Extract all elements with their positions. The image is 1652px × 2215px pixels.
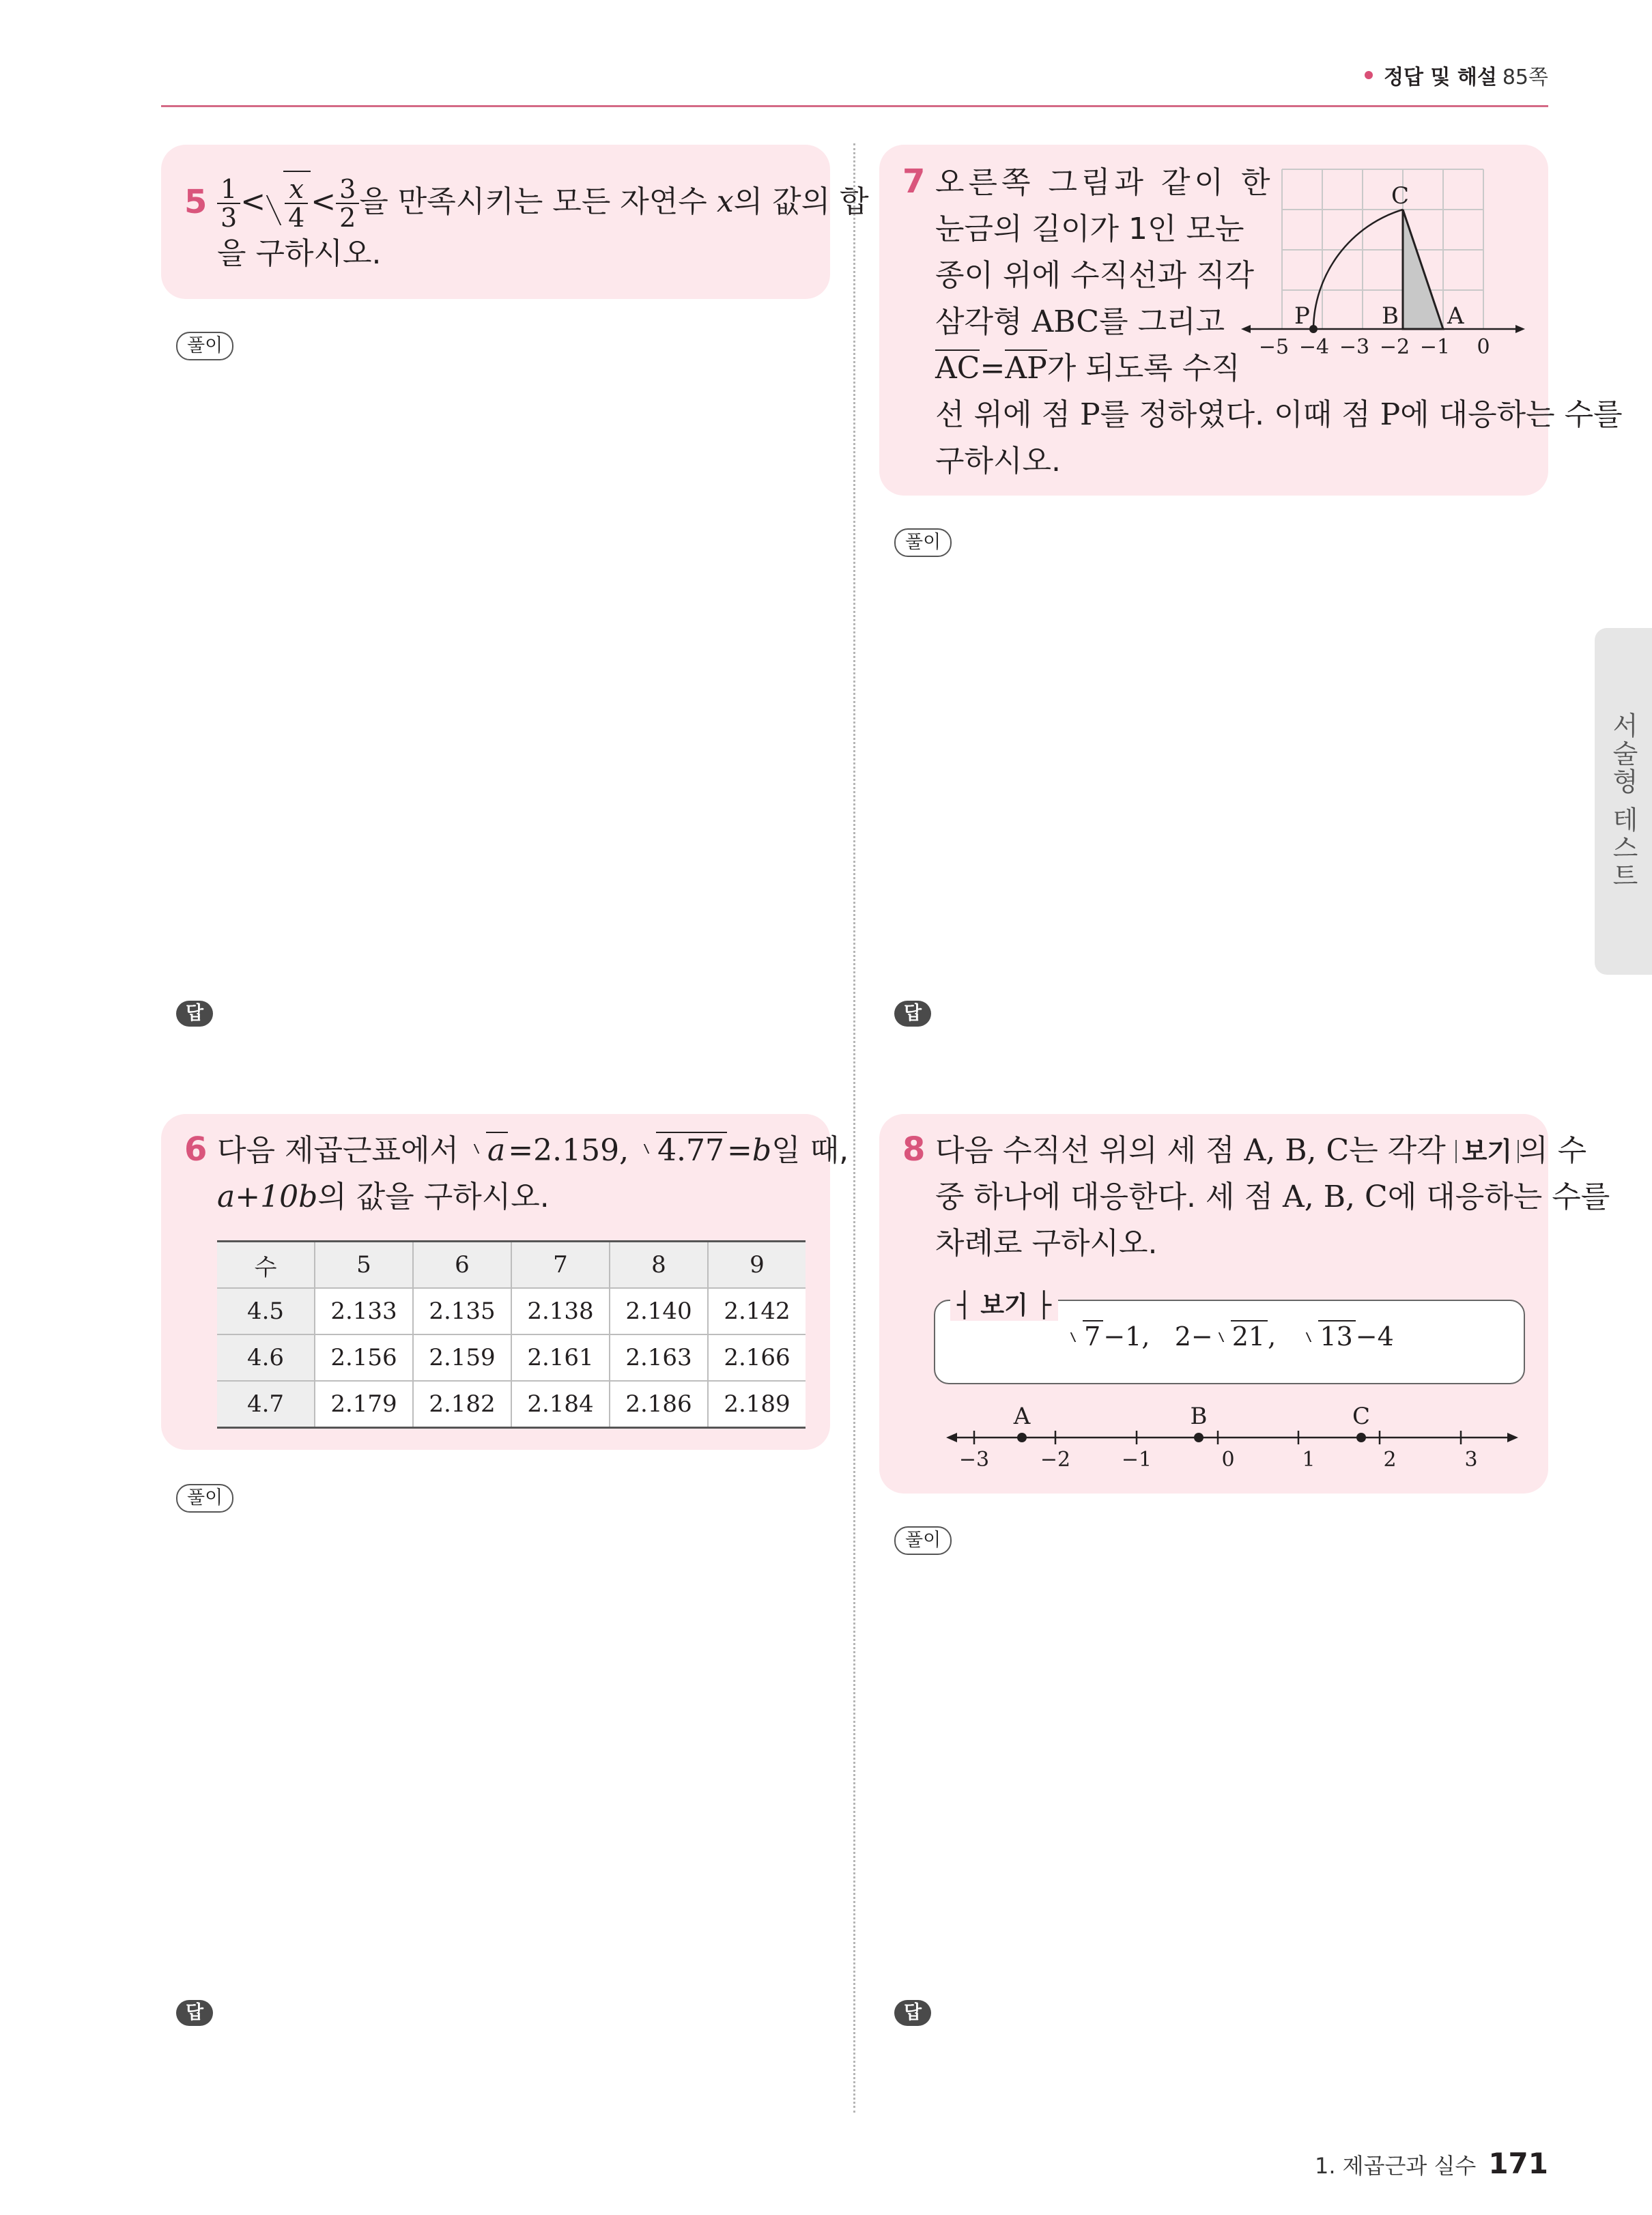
side-tab-label: 서술형 테스트	[1608, 712, 1638, 891]
point-c-label: C	[1391, 182, 1410, 210]
table-row-head: 4.5	[217, 1288, 315, 1334]
tick-label-minus2: −2	[1379, 335, 1410, 359]
point-a-dot	[1017, 1433, 1027, 1442]
number-line-right-arrow-icon	[1515, 325, 1525, 333]
question-8-number: 8	[902, 1130, 926, 1169]
table-cell: 2.159	[413, 1334, 511, 1381]
column-divider	[853, 143, 855, 2113]
question-5-text: $\frac{1}{3}$ < $\frac{x}{4}$ < $\frac{3}{2}$ 을 만족시키는 모든 자연수 x의 값의 합 을 구하시오.	[217, 171, 869, 277]
point-p-dot	[1309, 325, 1318, 333]
table-header-row	[217, 1242, 806, 1289]
question-8-answer-label: 답	[894, 2000, 931, 2026]
table-cell: 2.156	[315, 1334, 413, 1381]
answer-reference-page: 85쪽	[1502, 66, 1548, 89]
point-c-label: C	[1352, 1403, 1371, 1430]
triangle-abc	[1403, 210, 1443, 329]
tick-label-minus2: −2	[1040, 1448, 1071, 1472]
question-6-number: 6	[184, 1130, 208, 1169]
question-5-answer-label: 답	[176, 1001, 213, 1027]
tick-label-0: 0	[1477, 335, 1490, 359]
page-number: 171	[1488, 2147, 1548, 2180]
number-line-right-arrow-icon	[1507, 1433, 1518, 1442]
bogi-reference-mark: 보기	[1455, 1140, 1519, 1163]
answer-reference-title: 정답 및 해설	[1384, 66, 1497, 89]
point-p-label: P	[1294, 302, 1310, 330]
tick-label-minus5: −5	[1258, 335, 1290, 359]
table-header-cell: 5	[315, 1242, 413, 1289]
point-c-dot	[1356, 1433, 1366, 1442]
tick-label-2: 2	[1383, 1448, 1397, 1472]
table-row	[217, 1288, 806, 1334]
bullet-dot-icon	[1365, 71, 1373, 79]
table-cell: 2.166	[708, 1334, 806, 1381]
tick-label-minus3: −3	[1339, 335, 1370, 359]
table-row	[217, 1381, 806, 1428]
table-cell: 2.135	[413, 1288, 511, 1334]
table-cell: 2.186	[610, 1381, 708, 1428]
point-a-label: A	[1447, 302, 1464, 330]
table-cell: 2.182	[413, 1381, 511, 1428]
chapter-title: 1. 제곱근과 실수	[1314, 2153, 1477, 2179]
question-8-number-line	[942, 1392, 1522, 1474]
question-8-solution-label: 풀이	[894, 1526, 952, 1555]
table-cell: 2.179	[315, 1381, 413, 1428]
point-a-label: A	[1013, 1403, 1031, 1430]
tick-label-minus3: −3	[958, 1448, 990, 1472]
table-cell: 2.138	[511, 1288, 610, 1334]
side-tab[interactable]	[1595, 628, 1652, 975]
table-header-cell: 수	[217, 1242, 315, 1289]
table-header-cell: 7	[511, 1242, 610, 1289]
tick-label-3: 3	[1464, 1448, 1478, 1472]
table-row-head: 4.6	[217, 1334, 315, 1381]
table-header-cell: 8	[610, 1242, 708, 1289]
tick-label-0: 0	[1221, 1448, 1235, 1472]
table-row	[217, 1334, 806, 1381]
question-7-text: 오른쪽 그림과 같이 한 눈금의 길이가 1인 모눈 종이 위에 수직선과 직각 삼각형 ABC를 그리고 AC=AP가 되도록 수직 선 위에 점 P를 정하였다. 이때 점 P에 대응하는 수를 구하시오.	[935, 165, 1623, 478]
answer-reference	[1365, 60, 1548, 90]
tick-label-minus1: −1	[1121, 1448, 1152, 1472]
square-root-table	[217, 1240, 806, 1429]
question-6-text: 다음 제곱근표에서 a=2.159, 4.77=b일 때, a+10b의 값을 구하시오.	[217, 1128, 849, 1220]
question-7-solution-label: 풀이	[894, 528, 952, 557]
table-cell: 2.133	[315, 1288, 413, 1334]
point-b-label: B	[1190, 1403, 1208, 1430]
bogi-box	[934, 1291, 1525, 1384]
page-footer	[1315, 2147, 1548, 2180]
table-header-cell: 6	[413, 1242, 511, 1289]
table-cell: 2.189	[708, 1381, 806, 1428]
point-b-label: B	[1382, 302, 1399, 330]
point-b-dot	[1194, 1433, 1204, 1442]
table-cell: 2.161	[511, 1334, 610, 1381]
table-header-cell: 9	[708, 1242, 806, 1289]
question-6-solution-label: 풀이	[176, 1484, 233, 1513]
question-8-text: 다음 수직선 위의 세 점 A, B, C는 각각 보기 의 수 중 하나에 대응한다. 세 점 A, B, C에 대응하는 수를 차례로 구하시오.	[935, 1133, 1610, 1261]
table-cell: 2.184	[511, 1381, 610, 1428]
table-row-head: 4.7	[217, 1381, 315, 1428]
tick-label-minus4: −4	[1298, 335, 1330, 359]
question-7-figure	[1236, 161, 1536, 366]
tick-label-1: 1	[1302, 1448, 1315, 1472]
question-6-answer-label: 답	[176, 2000, 213, 2026]
question-7-number: 7	[902, 162, 926, 201]
bogi-items: 7 −1, 2− 21 , 13 −4	[935, 1321, 1524, 1352]
table-cell: 2.163	[610, 1334, 708, 1381]
number-line-left-arrow-icon	[1241, 325, 1251, 333]
page-header	[161, 55, 1548, 107]
question-7-answer-label: 답	[894, 1001, 931, 1027]
bogi-label: ┤ 보기 ├	[950, 1286, 1058, 1321]
tick-label-minus1: −1	[1419, 335, 1451, 359]
question-5-solution-label: 풀이	[176, 332, 233, 360]
table-cell: 2.142	[708, 1288, 806, 1334]
question-5-number: 5	[184, 183, 208, 221]
number-line-left-arrow-icon	[946, 1433, 957, 1442]
table-cell: 2.140	[610, 1288, 708, 1334]
